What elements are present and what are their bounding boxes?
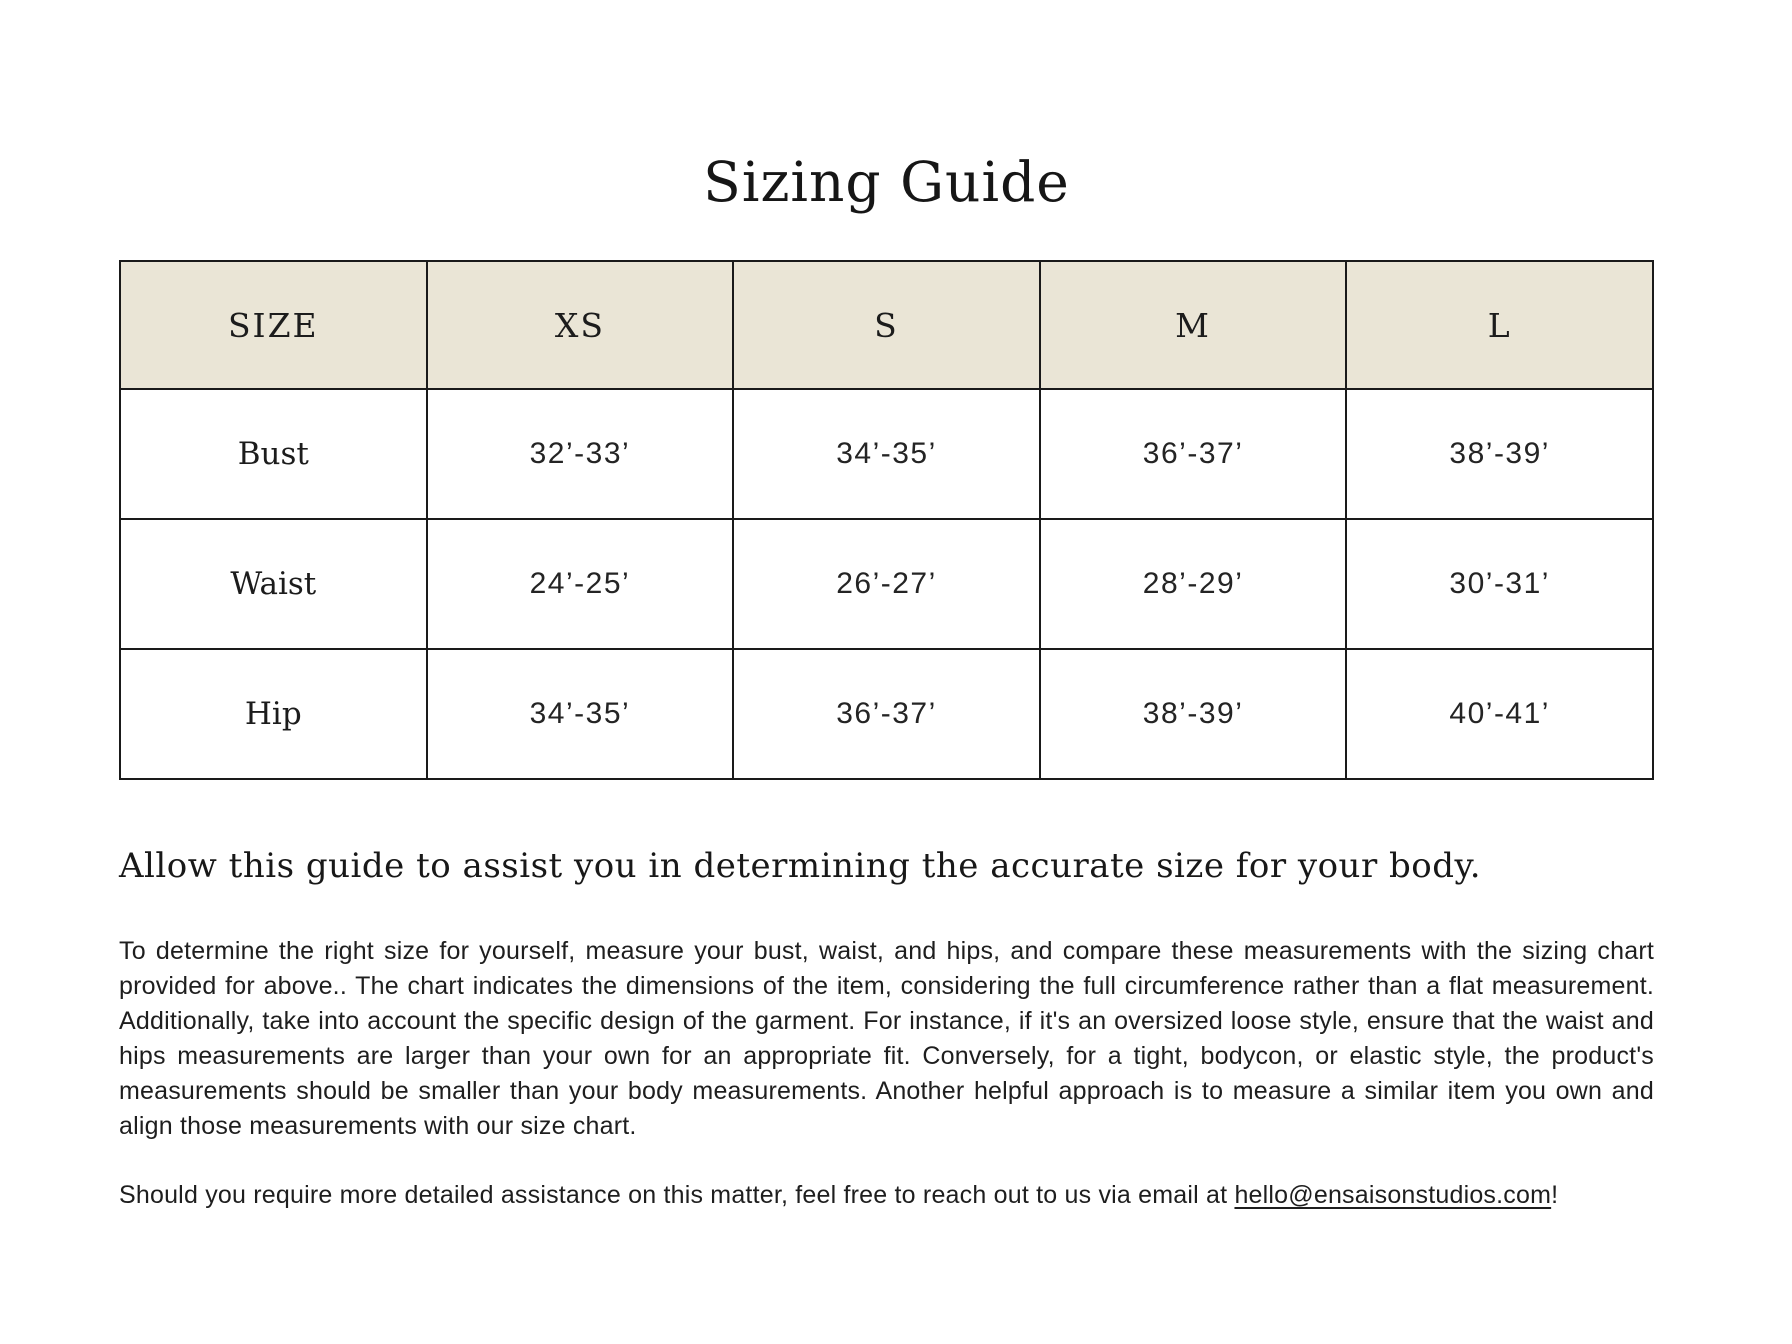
table-row-bust [120, 389, 1653, 519]
header-cell-xs: XS [427, 261, 734, 389]
header-cell-s: S [733, 261, 1040, 389]
table-header-row [120, 261, 1653, 389]
bust-m-value: 36’-37’ [1040, 389, 1347, 519]
waist-s-value: 26’-27’ [733, 519, 1040, 649]
waist-l-value: 30’-31’ [1346, 519, 1653, 649]
size-chart-table [119, 260, 1654, 780]
email-link[interactable]: hello@ensaisonstudios.com [1234, 1181, 1552, 1209]
header-cell-l: L [1346, 261, 1653, 389]
hip-m-value: 38’-39’ [1040, 649, 1347, 779]
header-cell-size: SIZE [120, 261, 427, 389]
table-row-waist [120, 519, 1653, 649]
waist-xs-value: 24’-25’ [427, 519, 734, 649]
header-cell-m: M [1040, 261, 1347, 389]
waist-m-value: 28’-29’ [1040, 519, 1347, 649]
contact-prefix-text: Should you require more detailed assistance on this matter, feel free to reach out to us via email at [119, 1181, 1235, 1209]
hip-l-value: 40’-41’ [1346, 649, 1653, 779]
row-label-hip: Hip [120, 649, 427, 779]
row-label-waist: Waist [120, 519, 427, 649]
bust-s-value: 34’-35’ [733, 389, 1040, 519]
contact-suffix-text: ! [1551, 1181, 1559, 1209]
hip-s-value: 36’-37’ [733, 649, 1040, 779]
page-title: Sizing Guide [703, 150, 1070, 214]
guide-heading: Allow this guide to assist you in determining the accurate size for your body. [119, 846, 1482, 886]
contact-paragraph [119, 1178, 1654, 1213]
bust-l-value: 38’-39’ [1346, 389, 1653, 519]
bust-xs-value: 32’-33’ [427, 389, 734, 519]
hip-xs-value: 34’-35’ [427, 649, 734, 779]
sizing-instructions-paragraph: To determine the right size for yourself, measure your bust, waist, and hips, and compare these measurements with the sizing chart provided for above.. The chart indicates the dimensions of the item, considering the full circumference rather than a flat measurement. Additionally, take into account the specific design of the garment. For instance, if it's an oversized loose style, ensure that the waist and hips measurements are larger than your own for an appropriate fit. Conversely, for a tight, bodycon, or elastic style, the product's measurements should be smaller than your body measurements. Another helpful approach is to measure a similar item you own and align those measurements with our size chart. [119, 937, 1654, 1140]
row-label-bust: Bust [120, 389, 427, 519]
table-row-hip [120, 649, 1653, 779]
